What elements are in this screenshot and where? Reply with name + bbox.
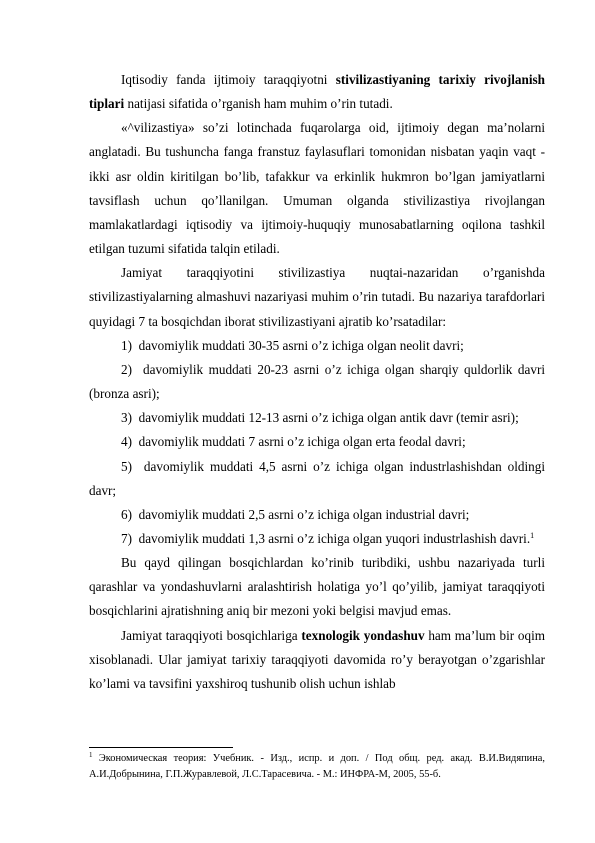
list-item-text: davomiylik muddati 20-23 asrni o’z ichiga olgan sharqiy quldorlik davri (bronza asri); [89, 361, 545, 402]
list-item-number: 7) [121, 530, 132, 546]
paragraph-1-bold-term: stivilizastiyaning tarixiy rivojlanish tiplari [89, 72, 545, 112]
paragraph-1 [89, 68, 545, 116]
list-item-3 [89, 406, 545, 430]
footnote-divider [89, 747, 233, 748]
list-item-text: davomiylik muddati 2,5 asrni o’z ichiga olgan industrial davri; [138, 506, 470, 522]
paragraph-5-text: Jamiyat taraqqiyoti bosqichlariga [121, 627, 302, 643]
list-item-text: davomiylik muddati 1,3 asrni o’z ichiga olgan yuqori industrlashish davri. [138, 530, 531, 546]
list-item-1 [89, 334, 545, 358]
list-item-text: davomiylik muddati 4,5 asrni o’z ichiga olgan industrlashishdan oldingi davr; [89, 458, 546, 498]
footnote-text: Экономическая теория: Учебник. - Изд., испр. и доп. / Под общ. ред. акад. В.И.Видяпина, А.И.Добрынина, Г.П.Журавлевой, Л.С.Тарасевича. - М.: ИНФРА-М, 2005, 55-б. [89, 753, 545, 780]
footnote-reference: 1 [530, 530, 535, 540]
list-item-number: 1) [121, 337, 132, 353]
list-item-text: davomiylik muddati 30-35 asrni o’z ichiga olgan neolit davri; [138, 337, 464, 353]
list-item-7 [89, 527, 545, 551]
body-text [89, 68, 545, 696]
list-item-number: 4) [121, 434, 132, 450]
list-item-6 [89, 503, 545, 527]
paragraph-4: Bu qayd qilingan bosqichlardan ko’rinib turibdiki, ushbu nazariyada turli qarashlar va yondashuvlarni aralashtirish holatiga yo’l qo’yilib, jamiyat taraqqiyoti bosqichlarini ajratishning aniq bir mezoni yoki belgisi mavjud emas. [89, 555, 545, 619]
paragraph-3: Jamiyat taraqqiyotini stivilizastiya nuqtai-nazaridan o’rganishda stivilizastiyalarning almashuvi nazariyasi muhim o’rin tutadi. Bu nazariya tarafdorlari quyidagi 7 ta bosqichdan iborat stivilizastiyani ajratib ko’rsatadilar: [89, 265, 545, 329]
list-item-2 [89, 358, 545, 406]
paragraph-5-text-end: ham ma’lum bir oqim xisoblanadi. Ular jamiyat tarixiy taraqqiyoti davomida ro’y berayotgan o’zgarishlar ko’lami va tavsifini yaxshiroq tushunib olish uchun ishlab [89, 627, 545, 691]
paragraph-5 [89, 624, 545, 696]
list-item-text: davomiylik muddati 7 asrni o’z ichiga olgan erta feodal davri; [138, 434, 466, 450]
paragraph-1-text-end: natijasi sifatida o’rganish ham muhim o’rin tutadi. [124, 96, 393, 112]
paragraph-2: «^vilizastiya» so’zi lotinchada fuqarolarga oid, ijtimoiy degan ma’nolarni anglatadi. Bu tushuncha fanga franstuz faylasuflari tomonidan nisbatan yaqin vaqt - ikki asr oldin kiritilgan bo’lib, tafakkur va erkinlik hukmron bo’lgan jamiyatlarni tavsiflash uchun qo’llanilgan. Umuman olganda stivilizastiya rivojlangan mamlakatlardagi iqtisodiy va ijtimoiy-huquqiy munosabatlarning oqilona tashkil etilgan tuzumi sifatida talqin etiladi. [89, 120, 545, 257]
list-item-number: 5) [121, 458, 132, 474]
footnote [89, 751, 545, 783]
list-item-4 [89, 430, 545, 454]
footnote-mark: 1 [89, 751, 93, 759]
list-item-number: 2) [121, 361, 132, 377]
paragraph-1-text: Iqtisodiy fanda ijtimoiy taraqqiyotni [121, 72, 336, 87]
list-item-5 [89, 455, 545, 503]
paragraph-5-bold-term: texnologik yondashuv [301, 627, 425, 643]
list-item-number: 3) [121, 410, 132, 426]
list-item-number: 6) [121, 506, 132, 522]
list-item-text: davomiylik muddati 12-13 asrni o’z ichiga olgan antik davr (temir asri); [138, 410, 519, 426]
